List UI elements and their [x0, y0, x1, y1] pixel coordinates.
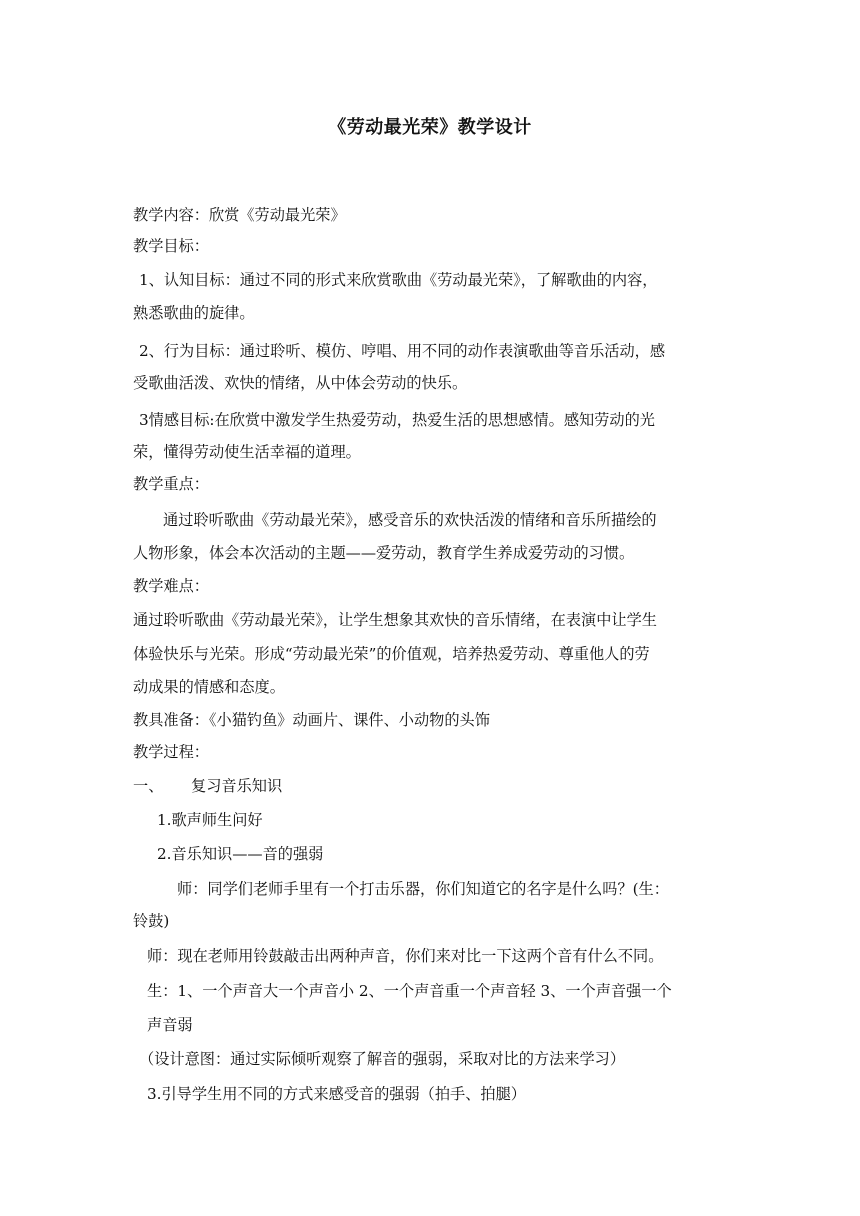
- key-points-line2: 人物形象，体会本次活动的主题——爱劳动，教育学生养成爱劳动的习惯。: [133, 544, 635, 562]
- key-points-heading: 教学重点：: [133, 475, 209, 493]
- process-heading: 教学过程：: [133, 743, 209, 761]
- goal2-line2: 受歌曲活泼、欢快的情绪，从中体会劳动的快乐。: [133, 374, 468, 392]
- goal3-line2: 荣，懂得劳动使生活幸福的道理。: [133, 443, 361, 461]
- student-answer-line1: 生：1、一个声音大一个声音小 2、一个声音重一个声音轻 3、一个声音强一个: [147, 982, 672, 1000]
- teacher-question-line2: 铃鼓): [133, 912, 170, 930]
- difficulties-heading: 教学难点：: [133, 577, 209, 595]
- goal1-line2: 熟悉歌曲的旋律。: [133, 304, 255, 322]
- teacher-instruction-line: 师：现在老师用铃鼓敲击出两种声音，你们来对比一下这两个音有什么不同。: [147, 947, 664, 965]
- section1-title: 复习音乐知识: [191, 777, 283, 795]
- design-intent-line: （设计意图：通过实际倾听观察了解音的强弱，采取对比的方法来学习）: [139, 1050, 625, 1068]
- difficulties-line3: 动成果的情感和态度。: [133, 678, 285, 696]
- document-title: 《劳动最光荣》教学设计: [328, 117, 532, 138]
- step2-line: 2.音乐知识——音的强弱: [157, 845, 324, 863]
- goal1-line1: 1、认知目标：通过不同的形式来欣赏歌曲《劳动最光荣》，了解歌曲的内容，: [139, 271, 658, 289]
- teaching-content-line: 教学内容：欣赏《劳动最光荣》: [133, 206, 346, 224]
- step3-line: 3.引导学生用不同的方式来感受音的强弱（拍手、拍腿）: [147, 1085, 526, 1103]
- section1-number: 一、: [133, 777, 164, 795]
- teacher-question-line1: 师：同学们老师手里有一个打击乐器，你们知道它的名字是什么吗？(生：: [177, 880, 669, 898]
- goal3-line1: 3情感目标:在欣赏中激发学生热爱劳动，热爱生活的思想感情。感知劳动的光: [139, 411, 655, 429]
- step1-line: 1.歌声师生问好: [157, 811, 263, 829]
- student-answer-line2: 声音弱: [147, 1016, 193, 1034]
- teaching-goals-heading: 教学目标：: [133, 237, 209, 255]
- materials-line: 教具准备：《小猫钓鱼》动画片、课件、小动物的头饰: [133, 711, 490, 729]
- difficulties-line2: 体验快乐与光荣。形成“劳动最光荣”的价值观，培养热爱劳动、尊重他人的劳: [133, 645, 650, 663]
- goal2-line1: 2、行为目标：通过聆听、模仿、哼唱、用不同的动作表演歌曲等音乐活动，感: [139, 342, 666, 360]
- difficulties-line1: 通过聆听歌曲《劳动最光荣》，让学生想象其欢快的音乐情绪，在表演中让学生: [133, 611, 657, 629]
- key-points-line1: 通过聆听歌曲《劳动最光荣》，感受音乐的欢快活泼的情绪和音乐所描绘的: [163, 511, 657, 529]
